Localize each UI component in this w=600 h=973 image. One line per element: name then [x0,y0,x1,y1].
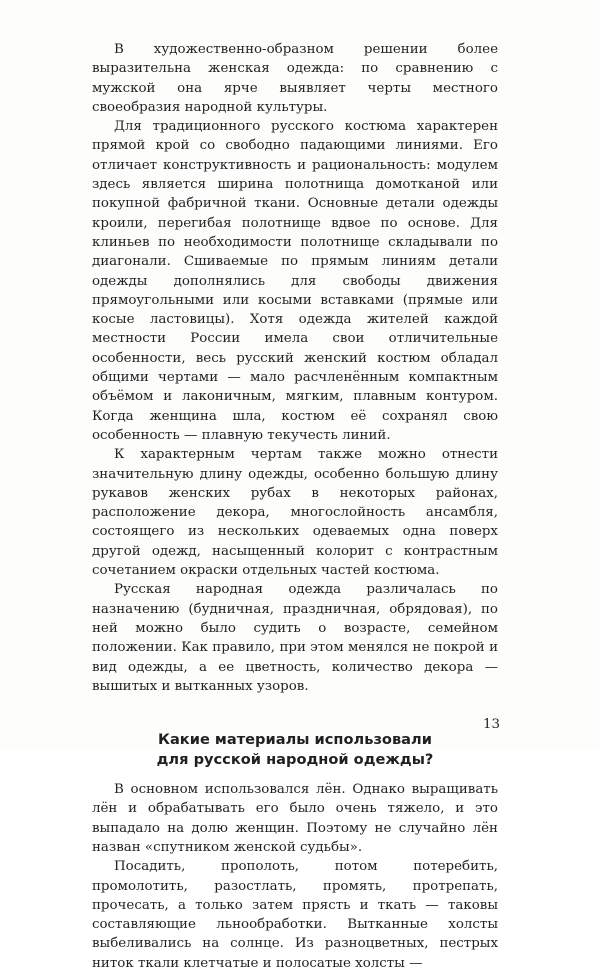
body-paragraph: Для традиционного русского костюма характерен прямой крой со свободно падающими линиями. Его отличает конструктивность и рациональность: модулем здесь является ширина полотнища домотканой или покупной фабричной ткани. Основные детали одежды кроили, перегибая полотнище вдвое по основе. Для клиньев по необходимости полотнище складывали по диагонали. Сшиваемые по прямым линиям детали одежды дополнялись для свободы движения прямоугольными или косыми вставками (прямые или косые ластовицы). Хотя одежда жителей каждой местности России имела свои отличительные особенности, весь русский женский костюм обладал общими чертами — мало расчленённым компактным объёмом и лаконичным, мягким, плавным контуром. Когда женщина шла, костюм её сохранял свою особенность — плавную текучесть линий. [92,119,498,443]
section-heading [92,730,498,770]
section-heading-line: для русской народной одежды? [156,751,434,769]
text-column [92,40,498,973]
page-number: 13 [482,717,500,732]
body-paragraph: К характерным чертам также можно отнести значительную длину одежды, особенно большую длину рукавов женских рубах в некоторых районах, расположение декора, многослойность ансамбля, состоящего из нескольких одеваемых одна поверх другой одежд, насыщенный колорит с контрастным сочетанием окраски отдельных частей костюма. [92,447,498,579]
section-heading-line: Какие материалы использовали [158,731,432,749]
section-paragraph: Посадить, прополоть, потом потеребить, промолотить, разостлать, промять, протрепать, прочесать, а только затем прясть и ткать — таковы составляющие льнообработки. Вытканные холсты выбеливались на солнце. Из разноцветных, пестрых ниток ткали клетчатые и полосатые холсты — [92,859,498,971]
body-paragraph: Русская народная одежда различалась по назначению (будничная, праздничная, обрядовая), по ней можно было судить о возрасте, семейном положении. Как правило, при этом менялся не покрой и вид одежды, а ее цветность, количество декора — вышитых и вытканных узоров. [92,582,498,694]
section-paragraph: В основном использовался лён. Однако выращивать лён и обрабатывать его было очень тяжело, и это выпадало на долю женщин. Поэтому не случайно лён назван «спутником женской судьбы». [92,782,498,855]
body-paragraph: В художественно-образном решении более выразительна женская одежда: по сравнению с мужской она ярче выявляет черты местного своеобразия народной культуры. [92,42,498,115]
